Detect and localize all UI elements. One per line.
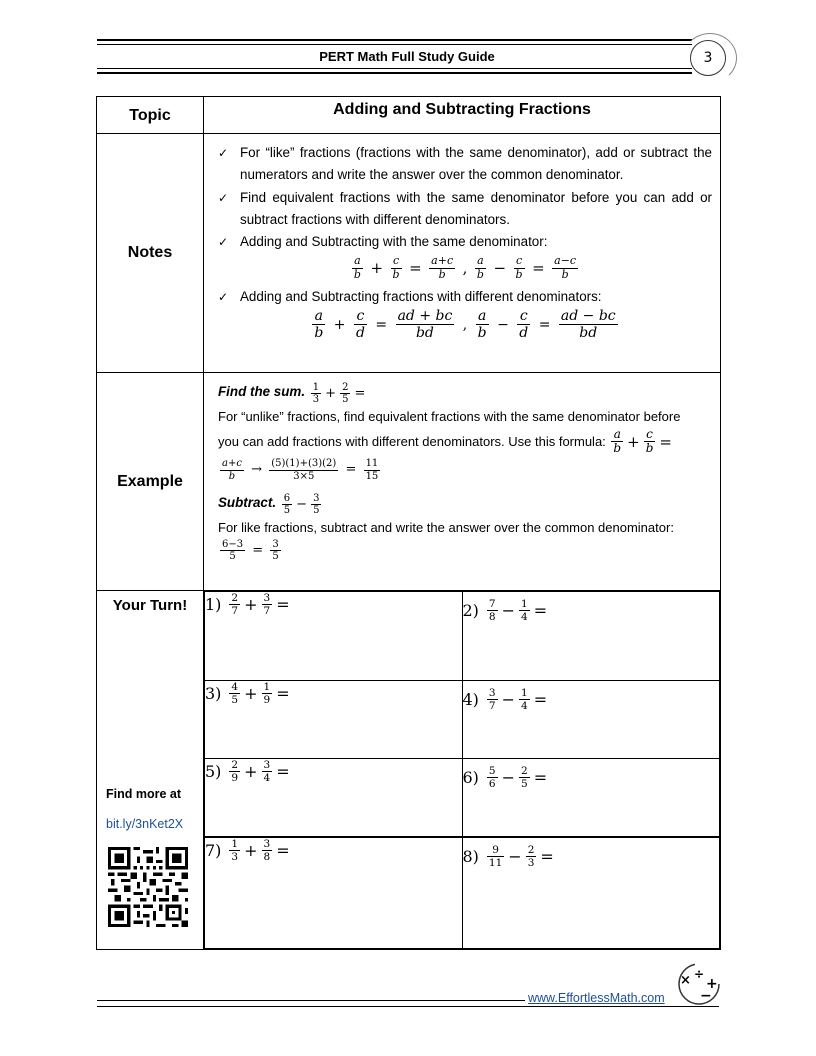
formula-same-denominator: $\frac{a}{b}$ + $\frac{c}{b}$ = $\frac{a+c}{b}$ , $\frac{a}{b}$ − $\frac{c}{b}$ = $\frac{a-c}{b}$ — [353, 254, 577, 282]
find-sum-heading: Find the sum. — [218, 384, 306, 399]
subtract-calculation: $\frac{6-3}{5}$ = $\frac{3}{5}$ — [222, 538, 279, 563]
qr-code-icon[interactable] — [108, 847, 188, 927]
checkmark-icon: ✓ — [218, 235, 229, 250]
problem-7[interactable]: 7) $\frac{1}{3}$ + $\frac{3}{8}$ = — [205, 837, 463, 949]
sum-explanation-2-line: you can add fractions with different denominators. Use this formula: $\frac{a}{b}$ + $\frac{c}{b}$ = — [218, 426, 672, 456]
topic-label-cell — [97, 97, 204, 134]
footer-rule-top — [97, 1000, 525, 1001]
problem-8[interactable]: 8) $\frac{9}{11}$ − $\frac{2}{3}$ = — [462, 837, 720, 949]
sum-explanation-2: you can add fractions with different denominators. Use this formula: — [218, 433, 606, 449]
notes-cell — [204, 134, 721, 373]
problem-6[interactable]: 6) $\frac{5}{6}$ − $\frac{2}{5}$ = — [462, 759, 720, 837]
svg-text:+: + — [706, 976, 718, 992]
svg-text:÷: ÷ — [694, 967, 705, 981]
your-turn-problems-cell — [204, 591, 721, 950]
topic-title: Adding and Subtracting Fractions — [333, 101, 591, 118]
example-label-cell — [97, 373, 204, 591]
note-bullet — [218, 286, 712, 308]
footer-website-link[interactable]: www.EffortlessMath.com — [528, 991, 665, 1005]
checkmark-icon: ✓ — [218, 289, 229, 304]
notes-label-cell — [97, 134, 204, 373]
note-text: For “like” fractions (fractions with the same denominator), add or subtract the numerators and write the answer over the common denominator. — [240, 145, 712, 183]
topic-title-cell — [204, 97, 721, 134]
checkmark-icon: ✓ — [218, 146, 229, 160]
note-text: Adding and Subtracting with the same denominator: — [240, 234, 548, 250]
problem-2[interactable]: 2) $\frac{7}{8}$ − $\frac{1}{4}$ = — [462, 592, 720, 681]
note-text: Find equivalent fractions with the same denominator before you can add or subtract fractions with different denominators. — [240, 189, 712, 227]
svg-text:×: × — [680, 973, 691, 988]
header-rule-top — [97, 39, 692, 41]
footer-rule-bottom — [97, 1006, 719, 1007]
your-turn-label: Your Turn! — [112, 597, 188, 614]
example-label: Example — [117, 472, 183, 490]
note-bullet — [218, 187, 712, 232]
problems-grid — [204, 591, 720, 949]
subtract-explanation: For like fractions, subtract and write the answer over the common denominator: — [218, 519, 674, 535]
page-number: 3 — [690, 40, 726, 76]
notes-label: Notes — [127, 244, 173, 261]
sum-calculation: $\frac{a+c}{b}$ → $\frac{(5)(1)+(3)(2)}{3\times 5}$ = $\frac{11}{15}$ — [222, 458, 379, 482]
note-bullet — [218, 231, 712, 253]
problem-1[interactable]: 1) $\frac{2}{7}$ + $\frac{3}{7}$ = — [205, 592, 463, 681]
note-bullet — [218, 142, 712, 187]
page-header-title: PERT Math Full Study Guide — [319, 49, 495, 64]
header-rule-bottom — [97, 68, 692, 69]
checkmark-icon: ✓ — [218, 190, 229, 205]
svg-text:−: − — [700, 988, 712, 1004]
subtract-heading: Subtract. — [218, 495, 277, 511]
header-rule-top-thin — [97, 44, 692, 45]
problem-3[interactable]: 3) $\frac{4}{5}$ + $\frac{1}{9}$ = — [205, 681, 463, 759]
problem-5[interactable]: 5) $\frac{2}{9}$ + $\frac{3}{4}$ = — [205, 759, 463, 837]
math-symbols-logo-icon — [672, 962, 722, 1006]
your-turn-cell — [97, 591, 204, 950]
example-cell — [204, 373, 721, 591]
sum-explanation-1: For “unlike” fractions, find equivalent fractions with the same denominator before — [218, 408, 681, 424]
find-sum-line: Find the sum. $\frac{1}{3}$ + $\frac{2}{5}$ = — [218, 381, 366, 405]
short-link[interactable]: bit.ly/3nKet2X — [106, 817, 184, 831]
header-rule-bottom-thick — [97, 72, 692, 74]
topic-label: Topic — [129, 107, 171, 124]
note-text: Adding and Subtracting fractions with different denominators: — [240, 288, 602, 304]
lesson-table — [96, 96, 721, 950]
subtract-line: Subtract. $\frac{6}{5}$ − $\frac{3}{5}$ — [218, 492, 320, 517]
problem-4[interactable]: 4) $\frac{3}{7}$ − $\frac{1}{4}$ = — [462, 681, 720, 759]
find-more-label: Find more at — [106, 787, 182, 801]
formula-different-denominators: $\frac{a}{b}$ + $\frac{c}{d}$ = $\frac{ad + bc}{bd}$ , $\frac{a}{b}$ − $\frac{c}{d}$ = $\frac{ad - bc}{bd}$ — [314, 308, 616, 342]
